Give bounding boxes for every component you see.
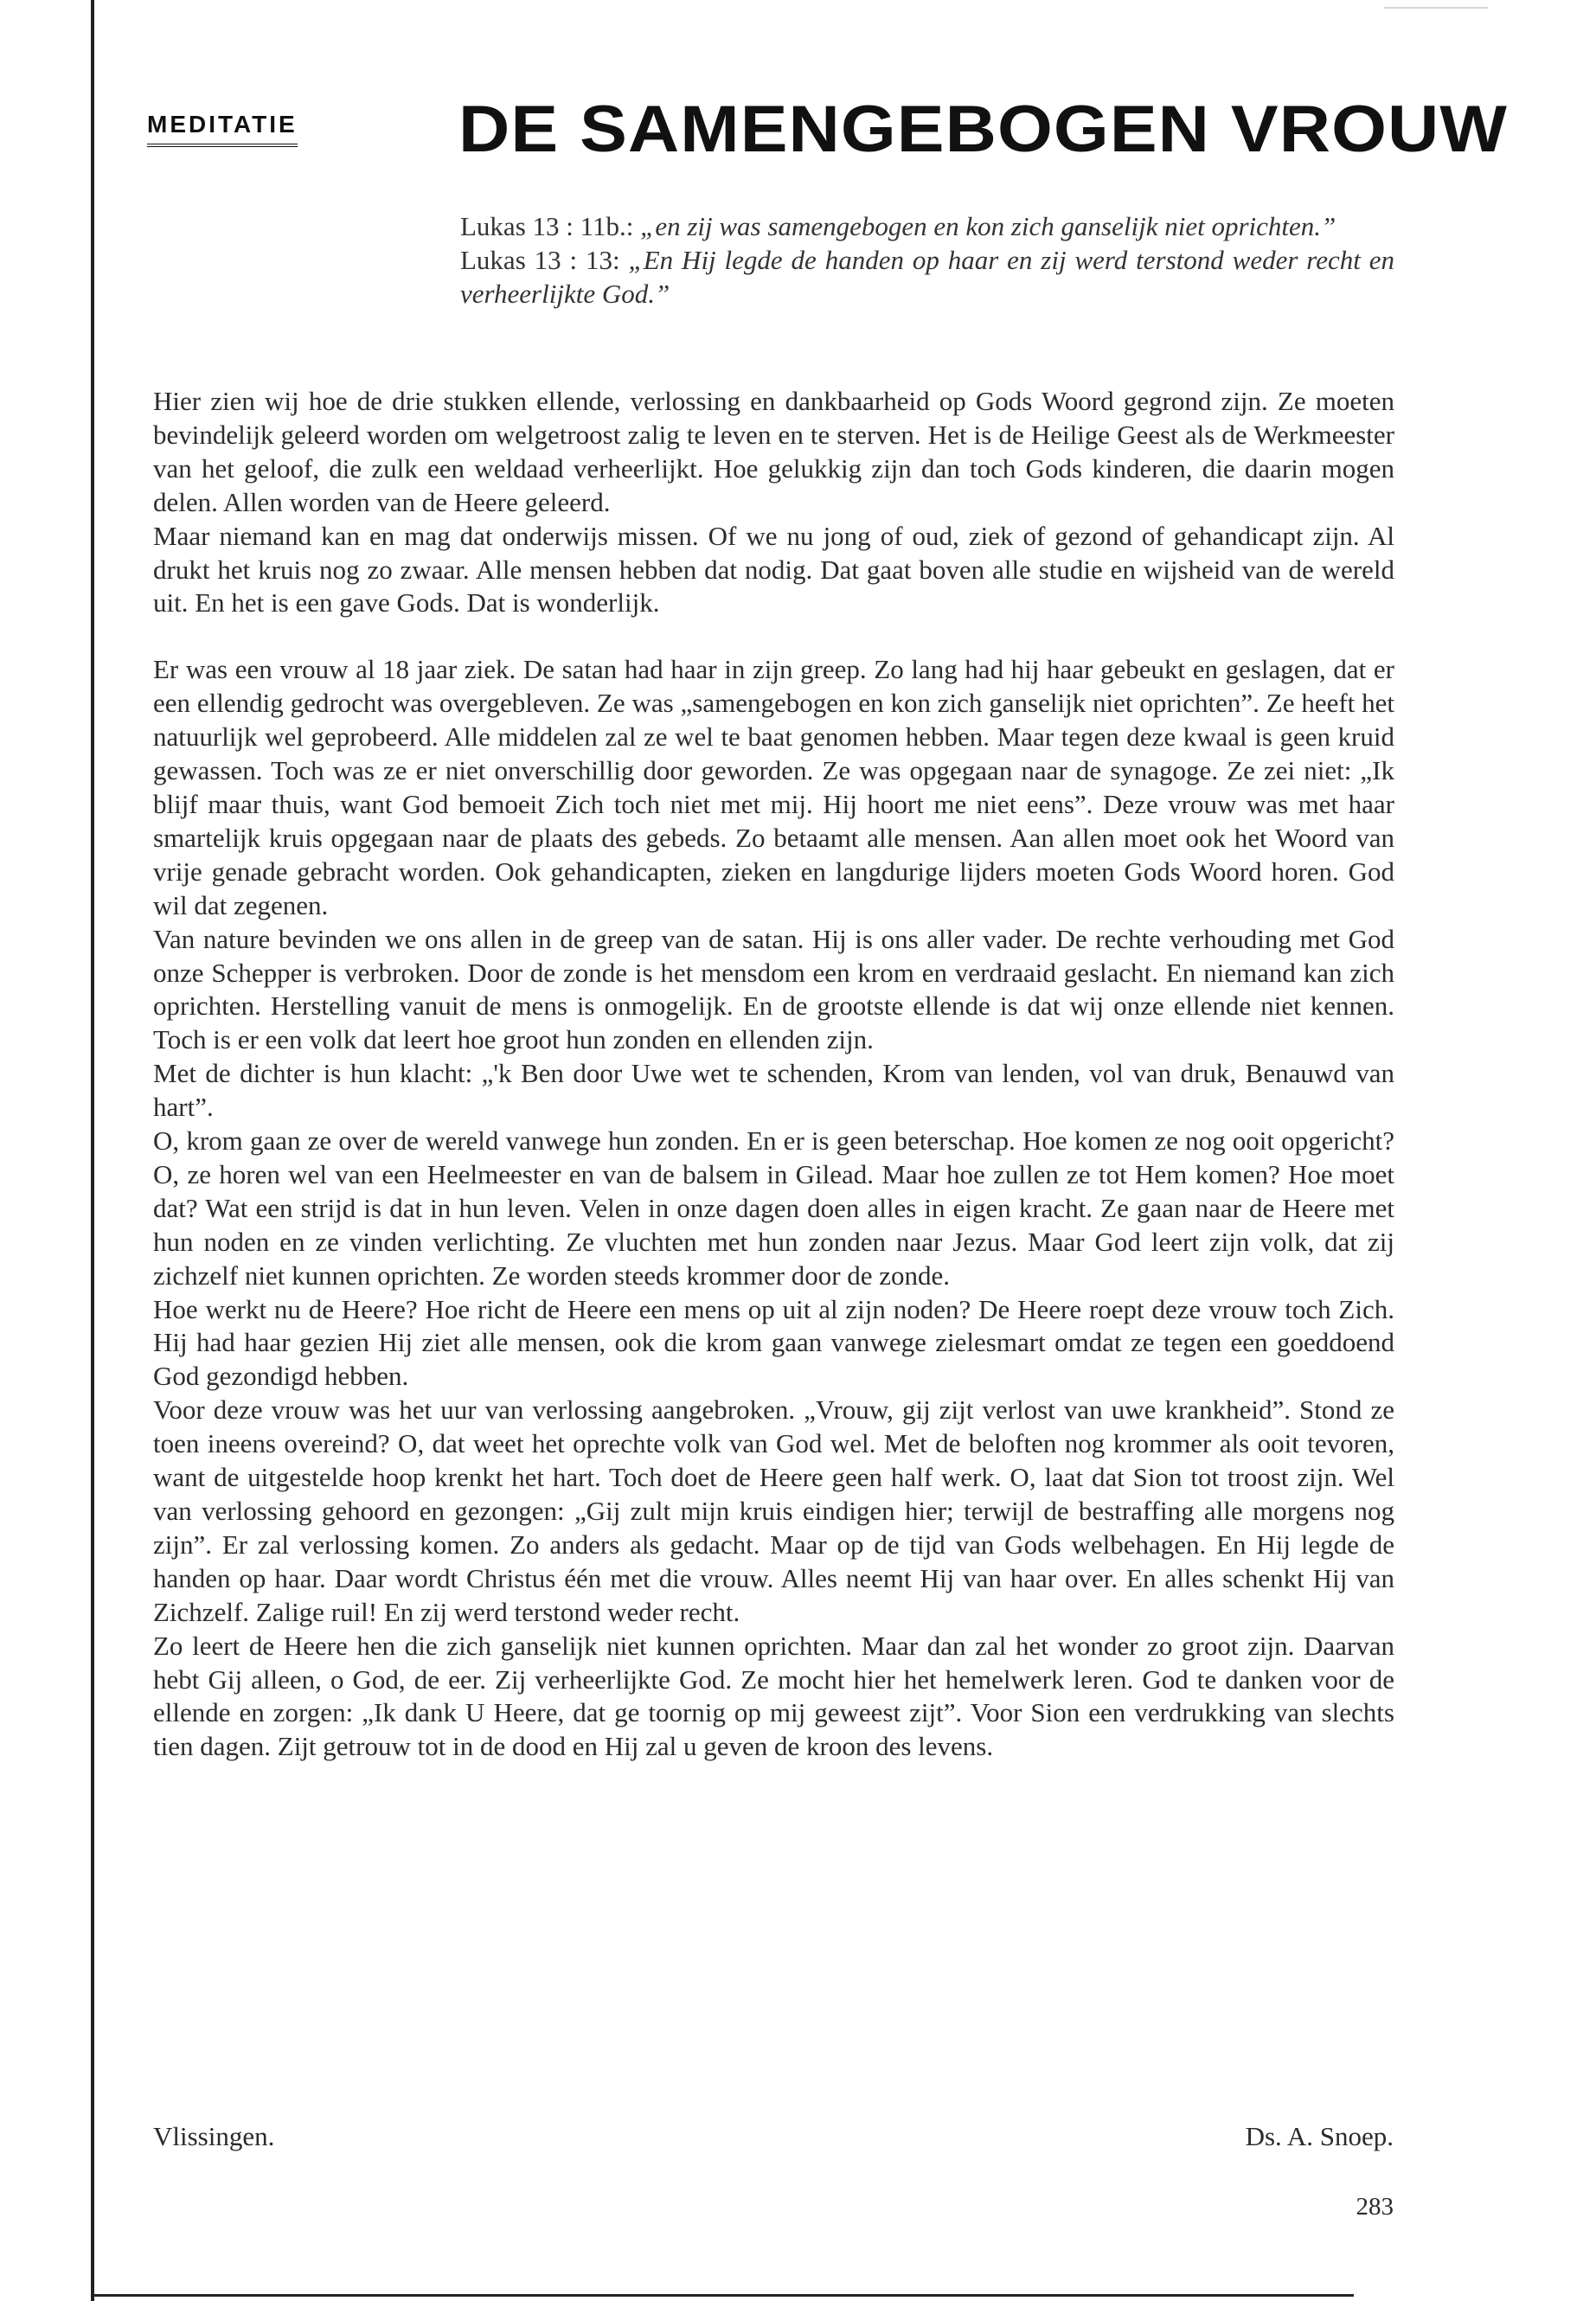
left-margin-rule (91, 0, 94, 2301)
page-number: 283 (1356, 2193, 1394, 2221)
article-body (153, 385, 1394, 1764)
verse-quote: „En Hij legde de handen op haar en zij werd terstond weder recht en verheerlijkte God.” (460, 245, 1394, 309)
paragraph: Van nature bevinden we ons allen in de greep van de satan. Hij is ons aller vader. De rechte verhouding met God onze Schepper is verbroken. Door de zonde is het mensdom een krom en verdraaid geslacht. En niemand kan zich oprichten. Herstelling vanuit de mens is onmogelijk. En de grootste ellende is dat wij onze ellende niet kennen. Toch is er een volk dat leert hoe groot hun zonden en ellenden zijn. (153, 923, 1394, 1055)
section-kicker: MEDITATIE (147, 111, 298, 147)
paragraph: Met de dichter is hun klacht: „'k Ben door Uwe wet te schenden, Krom van lenden, vol van druk, Benauwd van hart”. (153, 1058, 1394, 1123)
verse-1 (460, 209, 1394, 243)
verse-reference: Lukas 13 : 11b.: (460, 211, 641, 241)
verse-reference: Lukas 13 : 13: (460, 245, 629, 275)
author-signature: Ds. A. Snoep. (1245, 2121, 1394, 2151)
paragraph: Zo leert de Heere hen die zich ganselijk niet kunnen oprichten. Maar dan zal het wonder zo groot zijn. Daarvan hebt Gij alleen, o God, de eer. Zij verheerlijkte God. Ze mocht hier het hemelwerk leren. God te danken voor de ellende en zorgen: „Ik dank U Heere, dat ge toornig op mij geweest zijt”. Voor Sion een verdrukking van slechts tien dagen. Zijt getrouw tot in de dood en Hij zal u geven de kroon des levens. (153, 1630, 1394, 1762)
scripture-verses (460, 209, 1394, 311)
paragraph: Hoe werkt nu de Heere? Hoe richt de Heere een mens op uit al zijn noden? De Heere roept deze vrouw toch Zich. Hij had haar gezien Hij ziet alle mensen, ook die krom gaan vanwege zielesmart omdat ze tegen een goeddoend God gezondigd hebben. (153, 1293, 1394, 1392)
verse-quote: „en zij was samengebogen en kon zich ganselijk niet oprichten.” (640, 211, 1336, 241)
bottom-margin-rule (91, 2294, 1354, 2297)
paragraph: Voor deze vrouw was het uur van verlossing aangebroken. „Vrouw, gij zijt verlost van uwe krankheid”. Stond ze toen ineens overeind? O, dat weet het oprechte volk van God wel. Met de beloften nog krommer als ooit tevoren, want de uitgestelde hoop krenkt het hart. Toch doet de Heere geen half werk. O, laat dat Sion tot troost zijn. Wel van verlossing gehoord en gezongen: „Gij zult mijn kruis eindigen hier; terwijl de bestraffing alle morgens nog zijn”. Er zal verlossing komen. Zo anders als gedacht. Maar op de tijd van Gods welbehagen. En Hij legde de handen op haar. Daar wordt Christus één met die vrouw. Alles neemt Hij van haar over. En alles schenkt Hij van Zichzelf. Zalige ruil! En zij werd terstond weder recht. (153, 1394, 1394, 1627)
verse-2 (460, 243, 1394, 311)
article-title: DE SAMENGEBOGEN VROUW (458, 93, 1508, 166)
paragraph: Er was een vrouw al 18 jaar ziek. De satan had haar in zijn greep. Zo lang had hij haar gebeukt en geslagen, dat er een ellendig gedrocht was overgebleven. Ze was „samengebogen en kon zich ganselijk niet oprichten”. Ze heeft het natuurlijk wel geprobeerd. Alle middelen zal ze wel te baat genomen hebben. Maar tegen deze kwaal is geen kruid gewassen. Toch was ze er niet onverschillig door geworden. Ze was opgegaan naar de synagoge. Ze zei niet: „Ik blijf maar thuis, want God bemoeit Zich toch niet met mij. Hij hoort me niet eens”. Deze vrouw was met haar smartelijk kruis opgegaan naar de plaats des gebeds. Zo betaamt alle mensen. Aan allen moet ook het Woord van vrije genade gebracht worden. Ook gehandicapten, zieken en langdurige lijders moeten Gods Woord horen. God wil dat zegenen. (153, 654, 1394, 920)
paragraph: Maar niemand kan en mag dat onderwijs missen. Of we nu jong of oud, ziek of gezond of gehandicapt zijn. Al drukt het kruis nog zo zwaar. Alle mensen hebben dat nodig. Dat gaat boven alle studie en wijsheid van de wereld uit. En het is een gave Gods. Dat is wonderlijk. (153, 520, 1394, 619)
place-signature: Vlissingen. (153, 2121, 275, 2151)
paragraph: O, krom gaan ze over de wereld vanwege hun zonden. En er is geen beterschap. Hoe komen ze nog ooit opgericht? O, ze horen wel van een Heelmeester en van de balsem in Gilead. Maar hoe zullen ze tot Hem komen? Hoe moet dat? Wat een strijd is dat in hun leven. Velen in onze dagen doen alles in eigen kracht. Ze gaan naar de Heere met hun noden en ze vinden verlichting. Ze vluchten met hun zonden naar Jezus. Maar God leert zijn volk, dat zij zichzelf niet kunnen oprichten. Ze worden steeds krommer door de zonde. (153, 1125, 1394, 1291)
paragraph: Hier zien wij hoe de drie stukken ellende, verlossing en dankbaarheid op Gods Woord gegrond zijn. Ze moeten bevindelijk geleerd worden om welgetroost zalig te leven en te sterven. Het is de Heilige Geest als de Werkmeester van het geloof, die zulk een weldaad verheerlijkt. Hoe gelukkig zijn dan toch Gods kinderen, die daarin mogen delen. Allen worden van de Heere geleerd. (153, 386, 1394, 517)
top-edge-mark (1384, 7, 1488, 9)
